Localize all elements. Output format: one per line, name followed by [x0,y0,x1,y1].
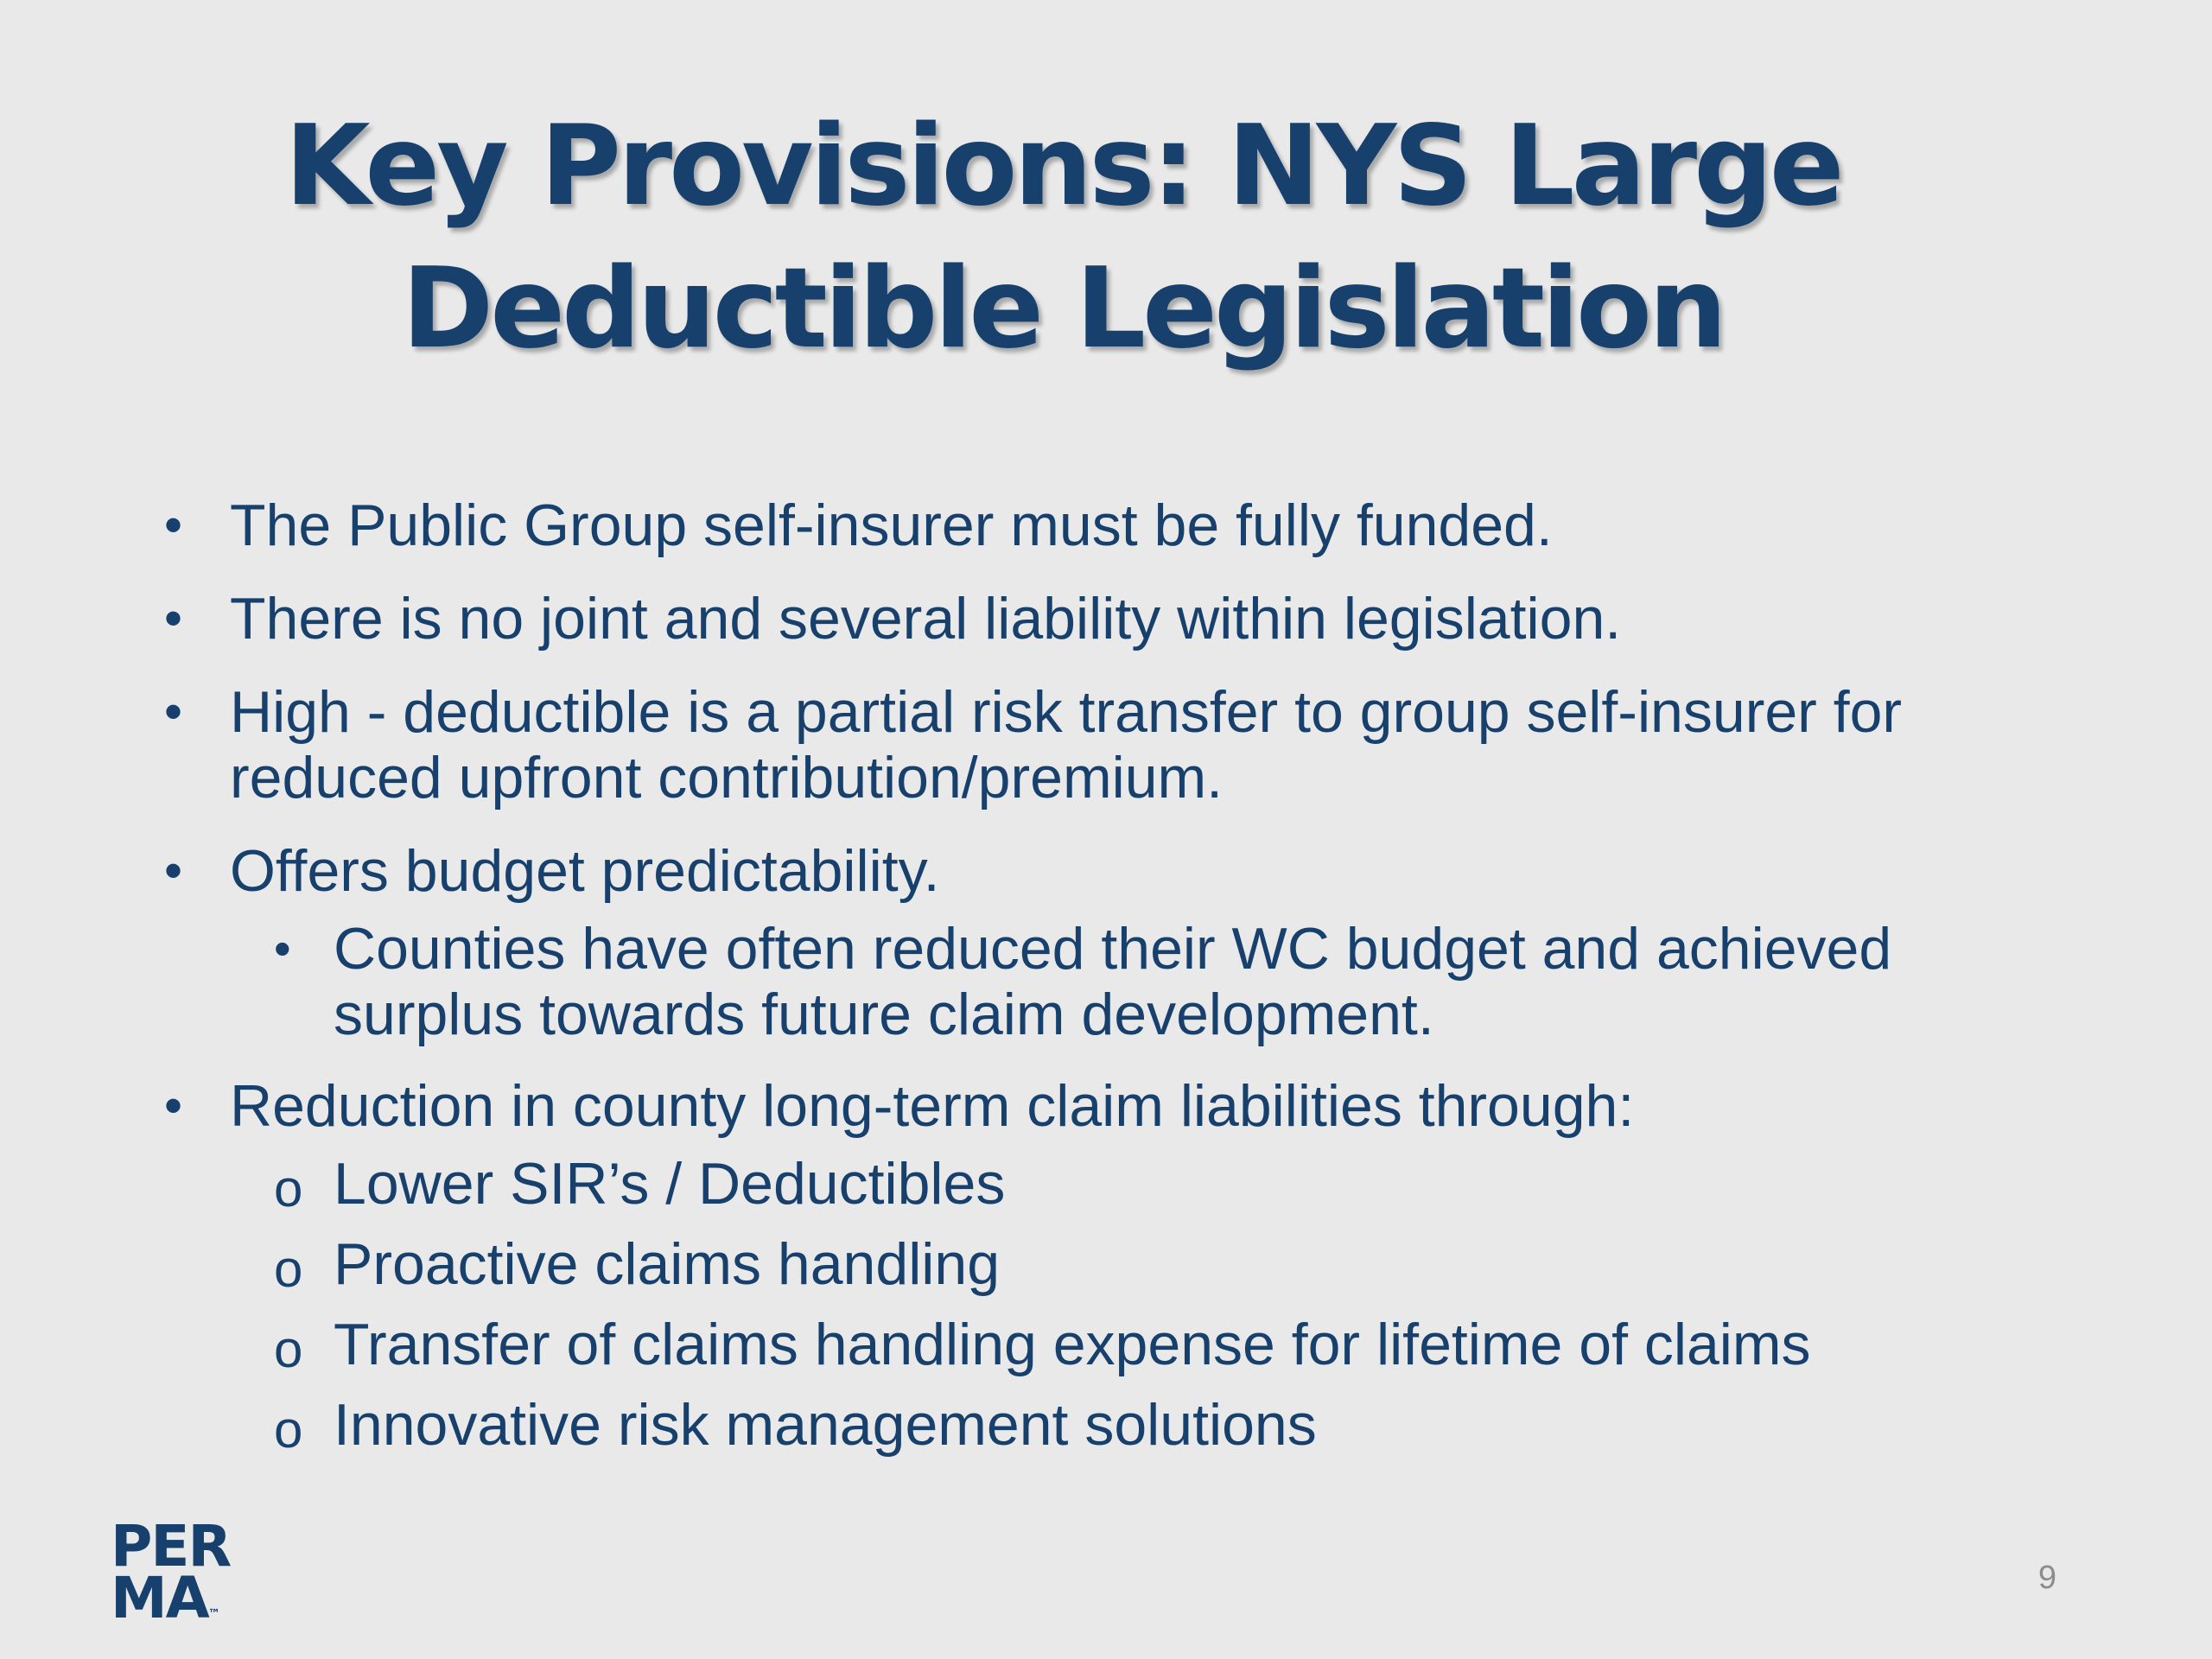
bullet-icon: • [164,496,183,554]
perma-logo [111,1513,249,1640]
bullet-icon: • [164,842,183,899]
circle-bullet-icon: o [274,1401,303,1459]
logo-line-1: PER [111,1513,231,1580]
slide-title-line-2: Deductible Legislation [401,245,1725,373]
sub-bullet-text: Counties have often reduced their WC budget and achieved surplus towards future claim development. [334,916,1892,1047]
bullet-list [164,493,2022,1472]
sub-bullet-item-lower-sir [274,1151,2022,1217]
sub-bullet-group-budget [164,916,2022,1047]
bullet-item-budget-predictability [164,838,2022,904]
sub-bullet-item-counties [274,916,2022,1047]
sub-bullet-item-proactive [274,1231,2022,1297]
sub-bullet-text: Innovative risk management solutions [334,1392,1317,1458]
sub-bullet-item-transfer [274,1312,2022,1377]
bullet-item-reduction [164,1073,2022,1139]
bullet-item-fully-funded [164,493,2022,558]
circle-bullet-icon: o [274,1320,303,1378]
bullet-text: High - deductible is a partial risk transfer to group self-insurer for reduced upfront contribution/premium. [230,679,1903,810]
circle-bullet-icon: o [274,1160,303,1217]
bullet-text: Reduction in county long-term claim liabilities through: [230,1073,1635,1139]
sub-bullet-text: Proactive claims handling [334,1231,1001,1297]
bullet-icon: • [274,921,291,976]
circle-bullet-icon: o [274,1240,303,1298]
bullet-item-high-deductible [164,679,2022,810]
bullet-icon: • [164,1077,183,1135]
bullet-icon: • [164,589,183,647]
logo-line-2 [111,1565,249,1640]
bullet-text: The Public Group self-insurer must be fully funded. [230,493,1553,558]
bullet-item-joint-liability [164,586,2022,652]
page-number: 9 [2037,1560,2056,1596]
bullet-icon: • [164,683,183,741]
sub-bullet-text: Lower SIR’s / Deductibles [334,1151,1006,1217]
logo-line-2-text: MA [111,1565,208,1631]
trademark-icon: ™ [207,1607,220,1621]
sub-bullet-item-innovative [274,1392,2022,1458]
bullet-text: There is no joint and several liability within legislation. [230,586,1622,652]
slide-title [0,95,2126,380]
bullet-text: Offers budget predictability. [230,838,940,904]
sub-bullet-text: Transfer of claims handling expense for lifetime of claims [334,1312,1811,1377]
slide-title-line-1: Key Provisions: NYS Large [284,102,1841,231]
